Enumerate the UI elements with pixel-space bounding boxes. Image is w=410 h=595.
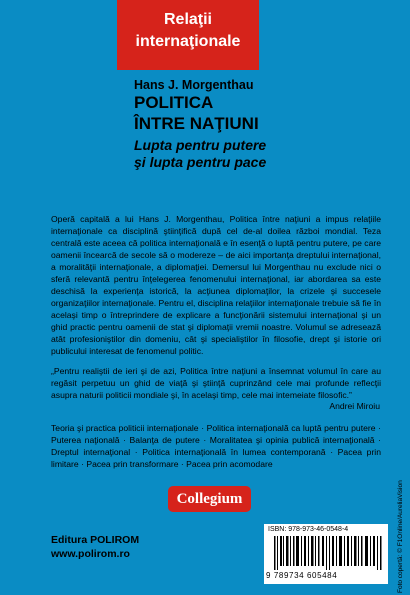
barcode-number: 9 789734 605484 xyxy=(266,571,338,580)
review-quote: „Pentru realiştii de ieri şi de azi, Politica între naţiuni a însemnat volumul în care au regăsit perpetuu un ghid de viaţă şi ştiinţă cuprinzând cele mai profunde reflecţii asupra naturii politicii mondiale şi, în acelaşi timp, cele mai intemeiate filosofic.” xyxy=(51,366,381,400)
publisher-name: Editura POLIROM xyxy=(51,534,140,546)
author-name: Hans J. Morgenthau xyxy=(134,78,254,92)
quote-author: Andrei Miroiu xyxy=(329,401,380,411)
publisher-website: www.polirom.ro xyxy=(51,548,130,560)
series-line-1: Relaţii xyxy=(163,11,212,28)
isbn-barcode xyxy=(264,524,388,584)
book-description: Operă capitală a lui Hans J. Morgenthau, Politica între naţiuni a impus relaţiile internaţionale ca disciplină ştiinţifică după cel de-al doilea război mondial. Teza centrală este aceea că politica internaţională e în esenţă o luptă pentru putere, pe care oamenii încearcă de secole să o modereze – de aici importanţa dreptului internaţional, a moralităţii internaţionale, a diplomaţiei. Demersul lui Morgenthau nu exclude nici o sferă relevantă pentru înţelegerea fenomenului internaţional, iar abordarea sa este deschisă la experienţa istorică, la acţiunea diplomaţilor, la crizele şi succesele organizaţiilor internaţionale. Pentru el, disciplina relaţiilor internaţionale trebuie să fie în acelaşi timp o întreprindere de explicare a funcţionării sistemului internaţional şi un ghid practic pentru oamenii de stat şi diplomaţii vremii noastre. Volumul se adresează atât profesioniştilor din domeniu, cât şi specialiştilor în filosofie, drept şi istorie ori publicului interesat de fenomenul politic. xyxy=(51,214,381,356)
contents-list: Teoria şi practica politicii internaţionale · Politica internaţională ca luptă pentru putere · Puterea naţională · Balanţa de putere · Moralitatea şi opinia publică internaţională · Dreptul internaţional · Politica internaţională în lumea contemporană · Pacea prin limitare · Pacea prin transformare · Pacea prin acomodare xyxy=(51,423,381,469)
title-line-2: ÎNTRE NAŢIUNI xyxy=(134,114,259,133)
book-subtitle xyxy=(134,137,354,171)
book-title xyxy=(134,92,334,134)
series-label xyxy=(117,0,259,70)
subtitle-line-1: Lupta pentru putere xyxy=(134,137,267,153)
title-line-1: POLITICA xyxy=(134,93,214,112)
photo-credit: Foto copertă: © F1Online/AureliaVision xyxy=(397,480,404,593)
series-line-2: internaţionale xyxy=(135,33,241,50)
collegium-logo: Collegium xyxy=(168,486,251,512)
barcode-bars-icon xyxy=(274,536,382,570)
isbn-text: ISBN: 978-973-46-0548-4 xyxy=(268,526,349,533)
subtitle-line-2: şi lupta pentru pace xyxy=(134,154,267,170)
